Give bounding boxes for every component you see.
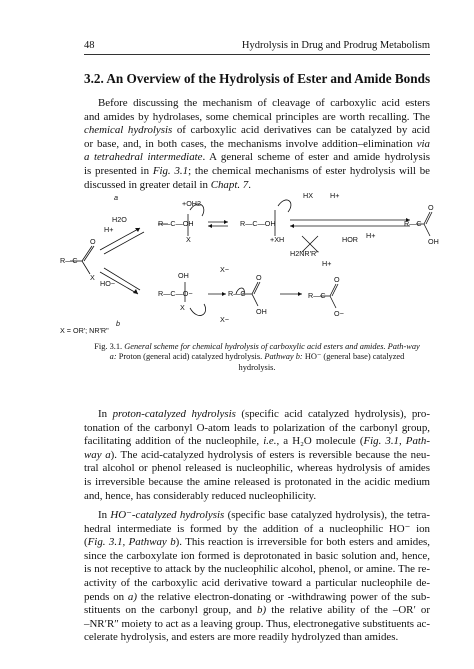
- text-line: chemical hydrolysis of carboxylic acid derivatives can be catalyzed by acid: [84, 124, 430, 137]
- text-line: is presented in Fig. 3.1; the chemical mechanisms of ester hydrolysis will be: [84, 164, 431, 177]
- text-line: stituents on the carbonyl group, and b) the relative ability of the –OR′ or: [84, 604, 430, 617]
- text-line: discussed in greater detail in Chapt. 7.: [84, 178, 251, 191]
- pathway-a-label: a: [114, 193, 118, 202]
- page-number: 48: [84, 40, 95, 51]
- caption-text: Proton (general acid) catalyzed hydrolysis.: [116, 352, 265, 362]
- intro-paragraph: [84, 97, 430, 192]
- hx-label: HX: [303, 191, 313, 200]
- text-line: tral alcohol or phenol released is nucleophilic, whereas hydrolysis of amides: [84, 462, 430, 475]
- h-plus-label: H+: [322, 259, 332, 268]
- running-title: Hydrolysis in Drug and Prodrug Metabolism: [241, 40, 430, 51]
- h-plus-label: H+: [330, 191, 340, 200]
- x-label: X: [180, 303, 185, 312]
- r-c-oh-label: R—C—OH: [158, 219, 194, 228]
- text-line: facilitating addition of the nucleophile, i.e., a H₂O molecule (Fig. 3.1, Path-: [84, 435, 430, 448]
- caption-pathway-b: Pathway b:: [264, 352, 303, 362]
- o-minus-label: O−: [334, 309, 344, 318]
- text-line: and, hence, has considerably reduced nucleophilicity.: [84, 489, 317, 502]
- r-c-oh-label: R—C—OH: [240, 219, 276, 228]
- caption-text: HO⁻ (general base) catalyzed hydrolysis.: [238, 352, 405, 372]
- oh-label: OH: [428, 237, 439, 246]
- text-line: activity of the carboxylic acid derivative toward a particular nucleophile de-: [84, 576, 430, 589]
- o-label: O: [90, 237, 96, 246]
- o-label: O: [334, 275, 340, 284]
- x-minus-label: X−: [220, 265, 229, 274]
- text-line: pends on a) the relative electron-donating or -withdrawing power of the sub-: [84, 590, 430, 603]
- text-line: hedral intermediate is formed by the addition of a nucleophilic HO⁻ ion: [84, 522, 430, 535]
- text-line: since the carboxylate ion formed is deprotonated in basic solution and, hence,: [84, 549, 430, 562]
- page-header: [84, 40, 430, 55]
- text-line: and amides by hydrolases, some chemical principles are worth recalling. The: [84, 110, 430, 123]
- oh-label: OH: [178, 271, 189, 280]
- ho-minus-label: HO−: [100, 279, 115, 288]
- h-plus-label: H+: [366, 231, 376, 240]
- h2o-label: H2O: [112, 215, 127, 224]
- o-label: O: [256, 273, 262, 282]
- r-c-label: R—C: [308, 291, 326, 300]
- text-line: way a). The acid-catalyzed hydrolysis of esters is reversible because the neu-: [84, 448, 430, 461]
- text-line: is not receptive to attack by the nucleophilic alcohol, phenol, or amine. The re-: [84, 563, 430, 576]
- text-line: (Fig. 3.1, Pathway b). This reaction is irreversible for both esters and amides,: [84, 536, 430, 549]
- o-label: O: [428, 203, 434, 212]
- acid-catalysis-paragraph: [84, 408, 430, 503]
- text-line: Before discussing the mechanism of cleavage of carboxylic acid esters: [98, 97, 430, 109]
- caption-italic-text: General scheme for chemical hydrolysis of carboxylic acid esters and amides. Path-way a:: [109, 342, 420, 362]
- x-label: X: [90, 273, 95, 282]
- h-plus-label: H+: [104, 225, 114, 234]
- x-minus-label: X−: [220, 315, 229, 324]
- base-catalysis-paragraph: [84, 509, 430, 645]
- h2nrr-label: H2NR'R": [290, 249, 319, 258]
- hor-label: HOR: [342, 235, 358, 244]
- xh-plus-label: +XH: [270, 235, 285, 244]
- r-c-label: R—C: [228, 289, 246, 298]
- figure-caption: [92, 342, 422, 373]
- section-heading: 3.2. An Overview of the Hydrolysis of Ester and Amide Bonds: [84, 71, 431, 86]
- x-definition: X = OR'; NR'R": [60, 326, 109, 335]
- caption-label: Fig. 3.1.: [94, 342, 123, 351]
- text-line: In proton-catalyzed hydrolysis (specific acid catalyzed hydrolysis), pro-: [98, 408, 431, 420]
- text-line: –NR′R″ moiety to act as a leaving group. Thus, electronegative substituents ac-: [84, 617, 430, 630]
- text-line: is irreversible because the amine released is protonated in the acidic medium: [84, 475, 430, 488]
- r-c-o-label: R—C—O−: [158, 289, 193, 298]
- text-line: celerate hydrolysis, and esters are more readily hydrolyzed than amides.: [84, 631, 399, 644]
- text-line: a tetrahedral intermediate. A general scheme of ester and amide hydrolysis: [84, 151, 431, 164]
- x-label: X: [186, 235, 191, 244]
- r-c-label: R—C: [60, 256, 78, 265]
- text-line: or base, and, in both cases, the mechanisms involve addition–elimination via: [84, 137, 430, 150]
- scheme-drawing: [40, 190, 460, 338]
- oh2-plus-label: +OH2: [182, 199, 201, 208]
- hydrolysis-scheme-figure: [40, 190, 460, 338]
- text-line: tonation of the carbonyl O-atom leads to polarization of the carbonyl group,: [84, 421, 430, 434]
- pathway-b-label: b: [116, 319, 120, 328]
- oh-label: OH: [256, 307, 267, 316]
- r-c-label: R—C: [404, 219, 422, 228]
- text-line: In HO⁻-catalyzed hydrolysis (specific base catalyzed hydrolysis), the tetra-: [98, 509, 431, 521]
